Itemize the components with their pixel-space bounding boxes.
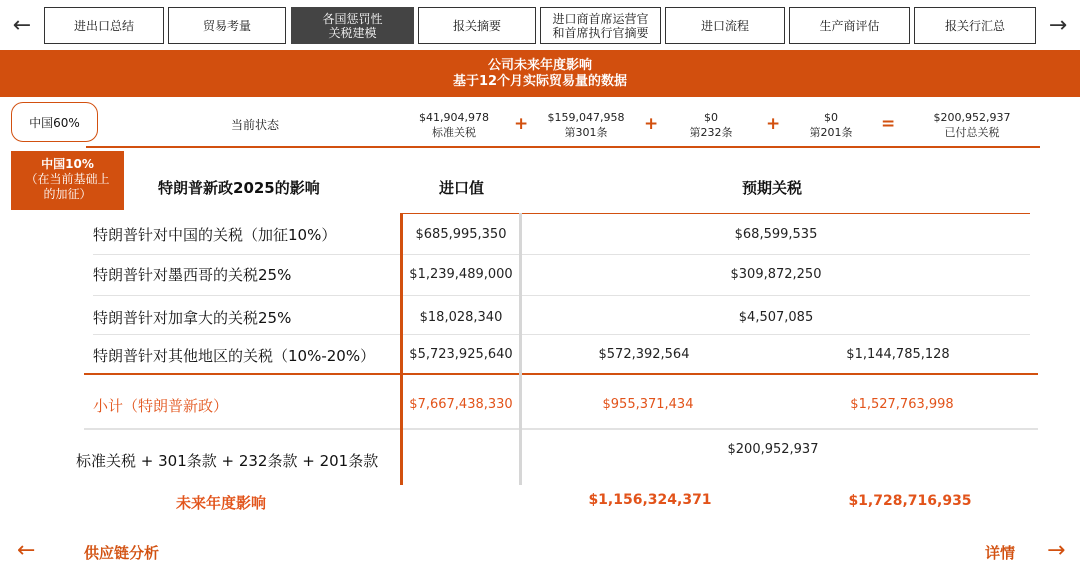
subtotal-divider bbox=[84, 373, 1038, 375]
tab-tariff-modeling[interactable]: 各国惩罚性 关税建模 bbox=[291, 7, 414, 44]
forward-arrow-icon[interactable]: → bbox=[1047, 538, 1066, 563]
total-paid-amount: $200,952,937 bbox=[933, 111, 1011, 124]
section-201-value bbox=[796, 110, 866, 140]
total-paid-name: 已付总关税 bbox=[944, 126, 1000, 139]
status-divider bbox=[86, 146, 1040, 148]
subtotal-label: 小计（特朗普新政） bbox=[93, 397, 229, 415]
table-header-tariff: 预期关税 bbox=[742, 179, 803, 197]
import-value-mexico: $1,239,489,000 bbox=[409, 267, 513, 282]
header-divider bbox=[402, 213, 1030, 214]
section-232-value bbox=[676, 110, 746, 140]
scenario-note-2: 的加征） bbox=[43, 187, 92, 201]
section-201-name: 第201条 bbox=[809, 126, 853, 139]
standard-tariff-name: 标准关税 bbox=[432, 126, 476, 139]
standard-tariff-amount: $41,904,978 bbox=[419, 111, 489, 124]
banner-subtitle: 基于12个月实际贸易量的数据 bbox=[452, 74, 628, 89]
tab-coo-ceo-summary[interactable]: 进口商首席运营官 和首席执行官摘要 bbox=[540, 7, 661, 44]
tab-import-process[interactable]: 进口流程 bbox=[665, 7, 785, 44]
plus-icon: + bbox=[514, 114, 529, 134]
tariff-column-border bbox=[519, 213, 522, 485]
scenario-rate: 中国10% bbox=[41, 157, 94, 171]
section-301-name: 第301条 bbox=[564, 126, 608, 139]
tariff-high-other: $1,144,785,128 bbox=[846, 347, 950, 362]
standard-tariffs-label: 标准关税 + 301条款 + 232条款 + 201条款 bbox=[76, 452, 379, 470]
standard-tariffs-value: $200,952,937 bbox=[727, 442, 819, 457]
nav-next-arrow-icon[interactable]: → bbox=[1048, 13, 1068, 38]
row-label-canada: 特朗普针对加拿大的关税25% bbox=[93, 309, 292, 327]
section-301-amount: $159,047,958 bbox=[547, 111, 625, 124]
subtotal-tariff-low: $955,371,434 bbox=[602, 397, 694, 412]
section-201-amount: $0 bbox=[824, 111, 838, 124]
supply-chain-link[interactable]: 供应链分析 bbox=[84, 544, 160, 562]
table-header-import: 进口值 bbox=[439, 179, 485, 197]
back-arrow-icon[interactable]: ← bbox=[17, 538, 36, 563]
standard-divider bbox=[84, 428, 1038, 430]
row-divider bbox=[93, 254, 1030, 255]
import-value-other: $5,723,925,640 bbox=[409, 347, 513, 362]
subtotal-tariff-high: $1,527,763,998 bbox=[850, 397, 954, 412]
banner-title: 公司未来年度影响 bbox=[487, 58, 592, 73]
tariff-value-canada: $4,507,085 bbox=[738, 310, 814, 325]
section-232-name: 第232条 bbox=[689, 126, 733, 139]
row-divider bbox=[93, 295, 1030, 296]
future-impact-high: $1,728,716,935 bbox=[848, 493, 972, 509]
standard-tariff-value bbox=[410, 110, 498, 140]
plus-icon: + bbox=[644, 114, 659, 134]
tariff-value-china: $68,599,535 bbox=[734, 227, 818, 242]
future-impact-low: $1,156,324,371 bbox=[588, 492, 712, 508]
scenario-selector[interactable] bbox=[11, 151, 124, 210]
subtotal-import: $7,667,438,330 bbox=[409, 397, 513, 412]
import-value-china: $685,995,350 bbox=[415, 227, 507, 242]
tab-customs-summary[interactable]: 报关摘要 bbox=[418, 7, 536, 44]
total-paid-value bbox=[922, 110, 1022, 140]
details-link[interactable]: 详情 bbox=[985, 544, 1016, 562]
tab-import-export-summary[interactable]: 进出口总结 bbox=[44, 7, 164, 44]
tab-producer-evaluation[interactable]: 生产商评估 bbox=[789, 7, 910, 44]
import-value-canada: $18,028,340 bbox=[419, 310, 503, 325]
tariff-value-mexico: $309,872,250 bbox=[730, 267, 822, 282]
row-label-other: 特朗普针对其他地区的关税（10%-20%） bbox=[93, 347, 376, 365]
current-status-label: 当前状态 bbox=[231, 118, 280, 132]
row-divider bbox=[93, 334, 1030, 335]
country-selector[interactable]: 中国60% bbox=[11, 102, 98, 142]
section-301-value bbox=[540, 110, 632, 140]
tab-trade-considerations[interactable]: 贸易考量 bbox=[168, 7, 286, 44]
tariff-low-other: $572,392,564 bbox=[598, 347, 690, 362]
table-header-title: 特朗普新政2025的影响 bbox=[158, 179, 320, 197]
row-label-china: 特朗普针对中国的关税（加征10%） bbox=[93, 226, 337, 244]
equals-icon: = bbox=[881, 114, 896, 134]
plus-icon: + bbox=[766, 114, 781, 134]
impact-banner bbox=[0, 50, 1080, 97]
section-232-amount: $0 bbox=[704, 111, 718, 124]
future-impact-label: 未来年度影响 bbox=[176, 494, 267, 512]
nav-prev-arrow-icon[interactable]: ← bbox=[12, 13, 32, 38]
scenario-note-1: （在当前基础上 bbox=[25, 172, 110, 186]
row-label-mexico: 特朗普针对墨西哥的关税25% bbox=[93, 266, 292, 284]
tab-broker-summary[interactable]: 报关行汇总 bbox=[914, 7, 1036, 44]
